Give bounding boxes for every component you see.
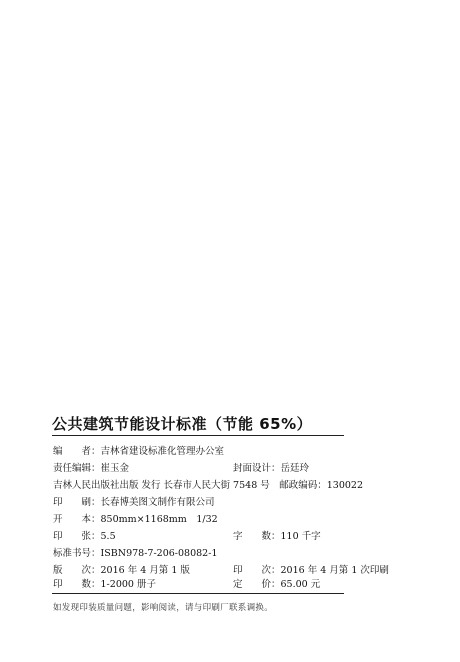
- edition-cell: [53, 565, 190, 577]
- publisher-row: [53, 480, 363, 492]
- responsible-editor-value: 崔玉金: [100, 463, 130, 474]
- edition-label: 版 次：: [53, 565, 101, 576]
- quality-notice: 如发现印装质量问题，影响阅读，请与印刷厂联系调换。: [53, 603, 274, 613]
- impression-value: 2016 年 4 月第 1 次印刷: [280, 565, 389, 576]
- editor-value: 吉林省建设标准化管理办公室: [100, 446, 225, 457]
- cover-design-label: 封面设计：: [233, 463, 281, 474]
- cover-design-value: 岳廷玲: [280, 463, 310, 474]
- printer-row: [53, 497, 215, 509]
- isbn-row: [53, 548, 217, 560]
- print-run-value: 1-2000 册子: [100, 579, 156, 590]
- price-cell: [233, 579, 320, 591]
- format-row: [53, 514, 218, 526]
- price-value: 65.00 元: [280, 579, 321, 590]
- sheets-cell: [53, 531, 116, 543]
- printer-label: 印 刷：: [53, 497, 101, 508]
- impression-label: 印 次：: [233, 565, 281, 576]
- word-count-cell: [233, 531, 321, 543]
- publisher-text: 吉林人民出版社出版 发行 长春市人民大街 7548 号 邮政编码：130022: [53, 480, 364, 491]
- isbn-label: 标准书号：: [53, 548, 101, 559]
- word-count-value: 110 千字: [280, 531, 321, 542]
- sheets-label: 印 张：: [53, 531, 101, 542]
- format-value: 850mm×1168mm 1/32: [100, 514, 218, 525]
- print-run-label: 印 数：: [53, 579, 101, 590]
- cover-design-cell: [233, 463, 309, 475]
- editor-row: [53, 446, 224, 458]
- sheets-value: 5.5: [100, 531, 116, 542]
- footer-divider: [52, 593, 344, 594]
- responsible-editor-label: 责任编辑：: [53, 463, 101, 474]
- title-divider: [52, 435, 344, 436]
- format-label: 开 本：: [53, 514, 101, 525]
- printer-value: 长春博美图文制作有限公司: [100, 497, 215, 508]
- edition-value: 2016 年 4 月第 1 版: [100, 565, 190, 576]
- editor-label: 编 者：: [53, 446, 101, 457]
- responsible-editor-cell: [53, 463, 129, 475]
- print-run-cell: [53, 579, 156, 591]
- impression-cell: [233, 565, 389, 577]
- price-label: 定 价：: [233, 579, 281, 590]
- isbn-value: ISBN978-7-206-08082-1: [100, 548, 218, 559]
- book-title: 公共建筑节能设计标准（节能 65%）: [52, 415, 313, 433]
- word-count-label: 字 数：: [233, 531, 281, 542]
